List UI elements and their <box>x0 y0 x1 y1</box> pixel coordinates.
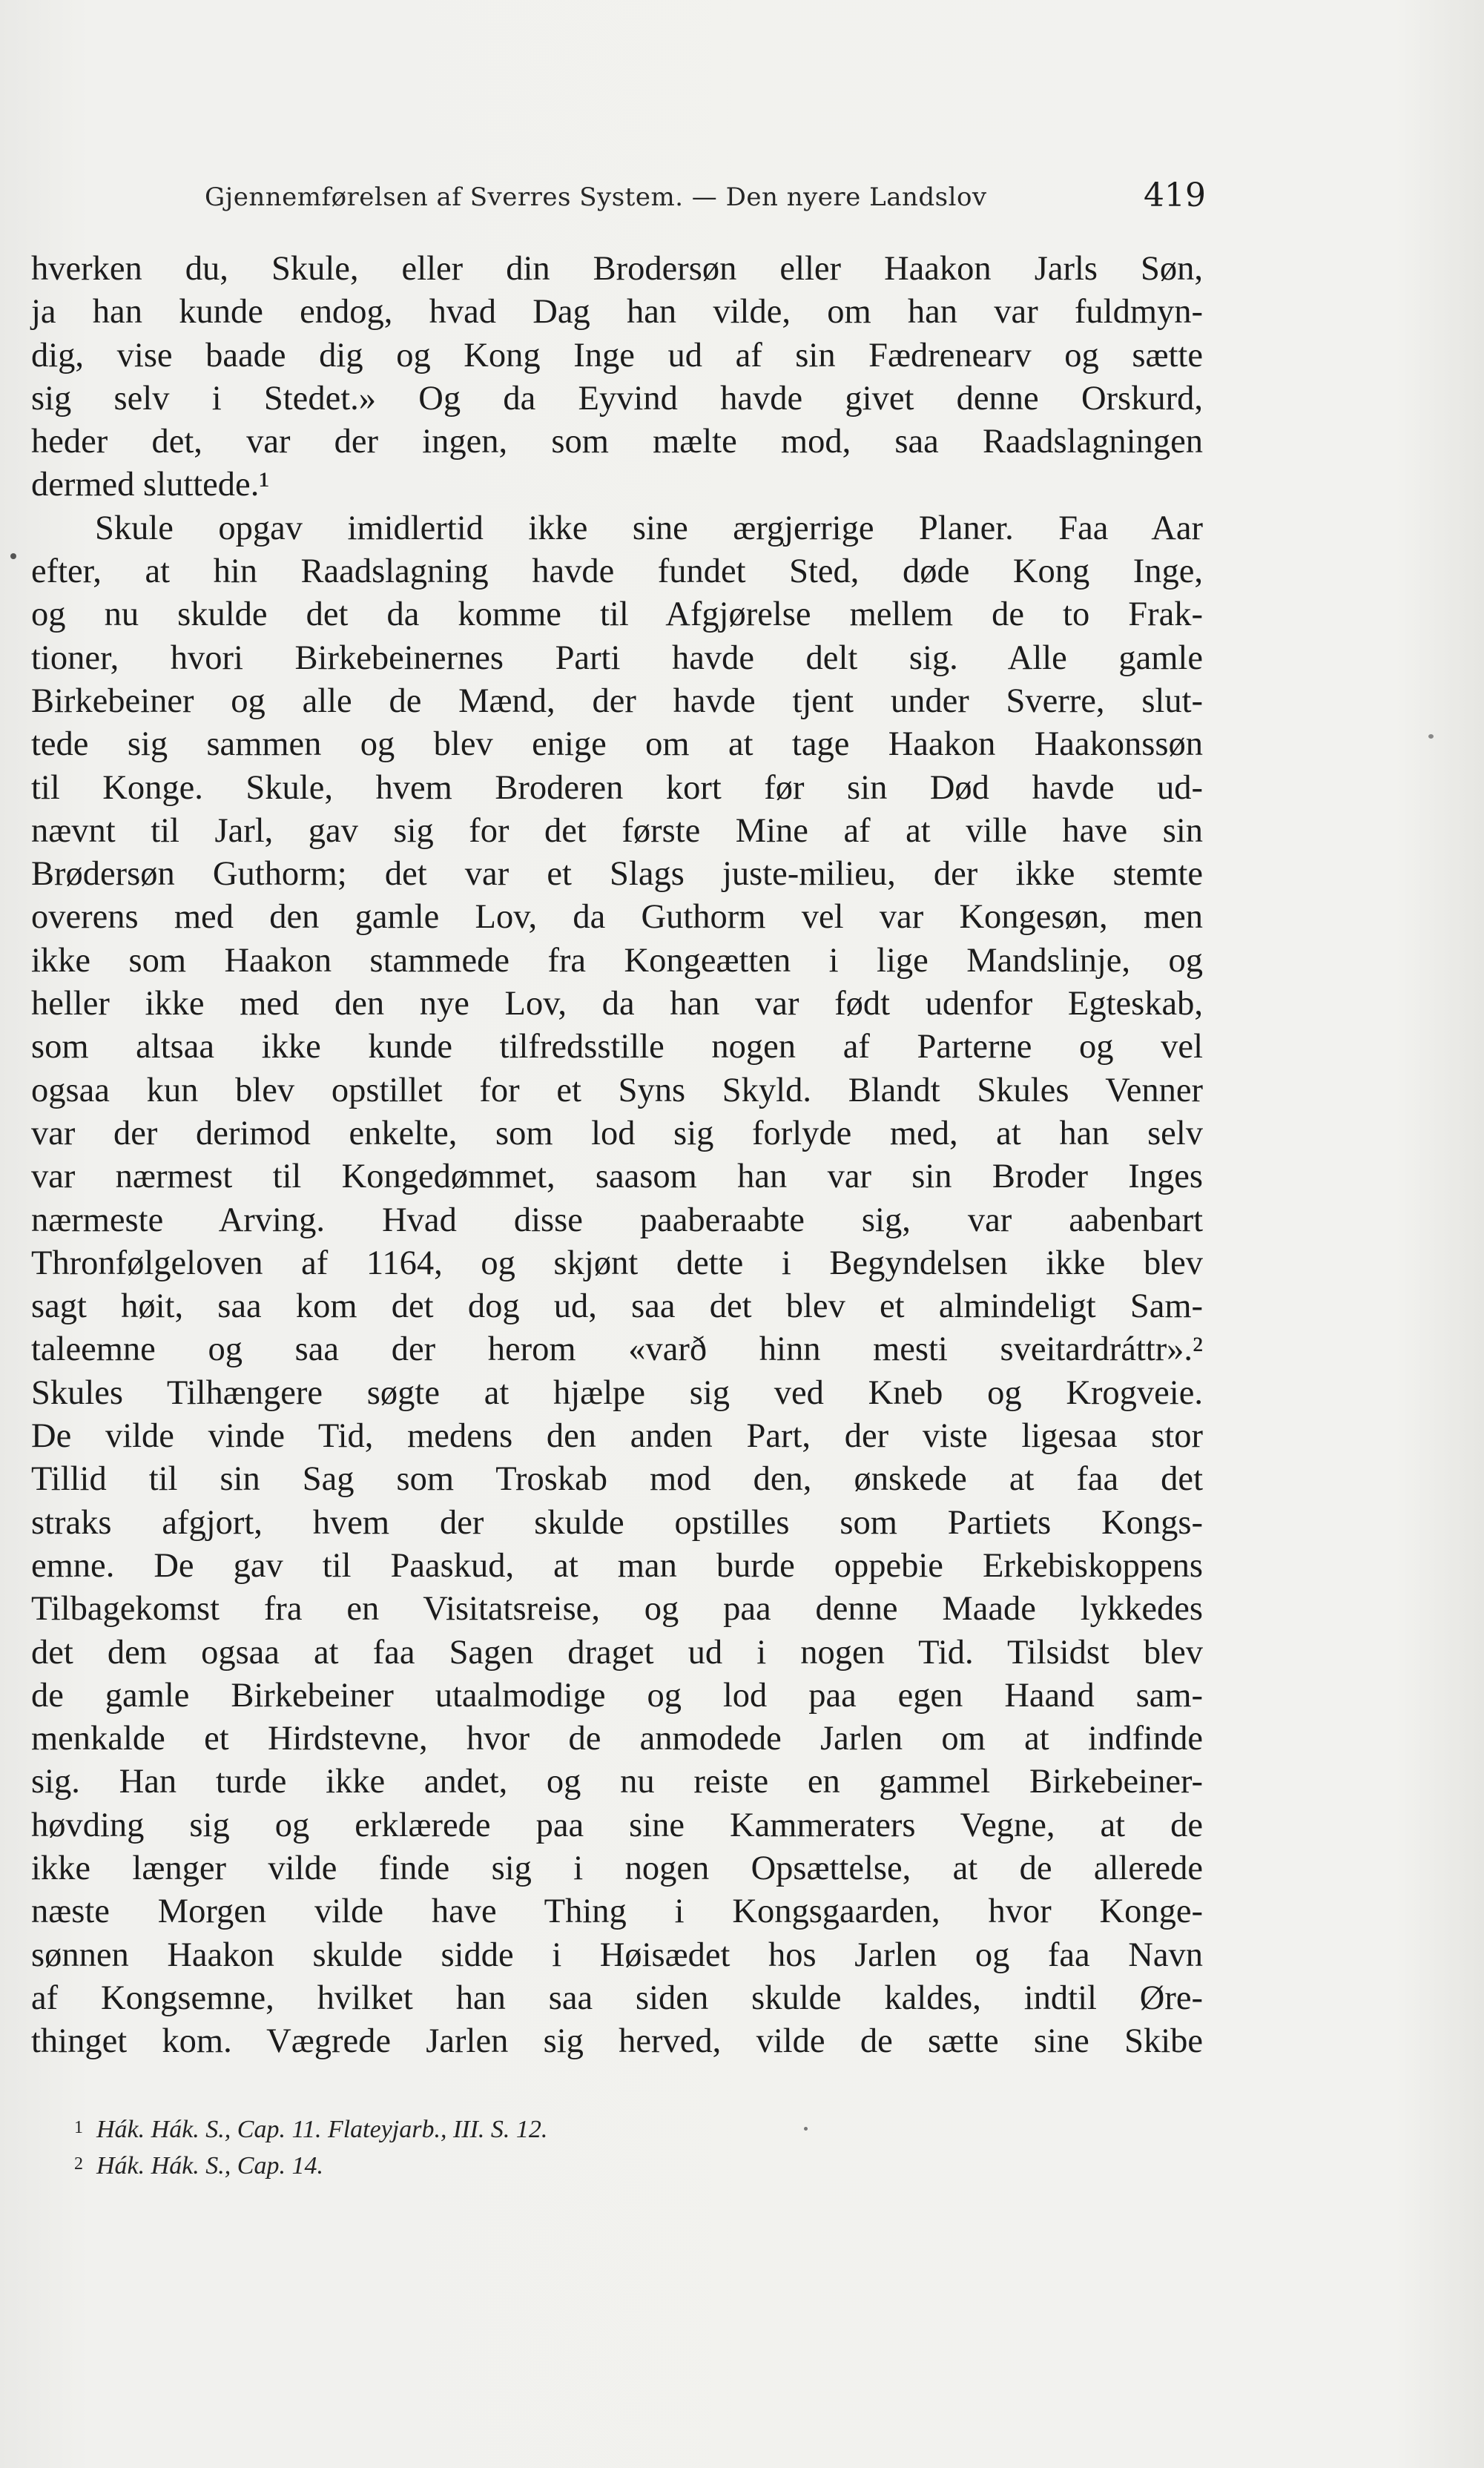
text-line: nævnt til Jarl, gav sig for det første Mine af at ville have sin <box>31 811 1203 850</box>
footnote-number: 2 <box>74 2154 83 2174</box>
text-line: Tilbagekomst fra en Visitatsreise, og paa denne Maade lykkedes <box>31 1590 1203 1629</box>
paper-speck <box>804 2127 808 2131</box>
footnote-text: Hák. Hák. S., Cap. 14. <box>96 2152 323 2180</box>
text-line: sagt høit, saa kom det dog ud, saa det blev et almindeligt Sam- <box>31 1287 1203 1326</box>
text-line: var nærmest til Kongedømmet, saasom han var sin Broder Inges <box>31 1158 1203 1196</box>
body-text <box>31 248 1203 2063</box>
text-line: straks afgjort, hvem der skulde opstilles som Partiets Kongs- <box>31 1503 1203 1542</box>
paper-speck <box>10 553 16 559</box>
text-line: ogsaa kun blev opstillet for et Syns Skyld. Blandt Skules Venner <box>31 1071 1203 1109</box>
running-head: Gjennemførelsen af Sverres System. — Den nyere Landslov <box>205 182 987 212</box>
text-line: sig selv i Stedet.» Og da Eyvind havde givet denne Orskurd, <box>31 379 1203 418</box>
text-line: taleemne og saa der herom «varð hinn mesti sveitardráttr».² <box>31 1330 1203 1369</box>
text-line: sig. Han turde ikke andet, og nu reiste en gammel Birkebeiner- <box>31 1763 1203 1801</box>
footnote <box>74 2147 547 2183</box>
footnote-number: 1 <box>74 2118 83 2137</box>
text-line: Thronfølgeloven af 1164, og skjønt dette i Begyndelsen ikke blev <box>31 1244 1203 1282</box>
text-line: var der derimod enkelte, som lod sig forlyde med, at han selv <box>31 1114 1203 1152</box>
text-line: ja han kunde endog, hvad Dag han vilde, om han var fuldmyn- <box>31 293 1203 331</box>
footnotes <box>74 2111 547 2183</box>
text-line: ikke som Haakon stammede fra Kongeætten i lige Mandslinje, og <box>31 941 1203 980</box>
text-line: dermed sluttede.¹ <box>31 466 270 504</box>
paper-speck <box>1428 734 1434 739</box>
text-line: som altsaa ikke kunde tilfredsstille nogen af Parterne og vel <box>31 1028 1203 1066</box>
footnote <box>74 2111 547 2147</box>
text-line: ikke længer vilde finde sig i nogen Opsættelse, at de allerede <box>31 1849 1203 1887</box>
text-line: hverken du, Skule, eller din Brodersøn eller Haakon Jarls Søn, <box>31 250 1203 288</box>
text-line: tioner, hvori Birkebeinernes Parti havde delt sig. Alle gamle <box>31 639 1203 677</box>
text-line: tede sig sammen og blev enige om at tage Haakon Haakonssøn <box>31 725 1203 764</box>
text-line: menkalde et Hirdstevne, hvor de anmodede Jarlen om at indfinde <box>31 1720 1203 1758</box>
page-header <box>205 176 1206 221</box>
text-line: dig, vise baade dig og Kong Inge ud af sin Fædrenearv og sætte <box>31 336 1203 375</box>
text-line: nærmeste Arving. Hvad disse paaberaabte sig, var aabenbart <box>31 1201 1203 1239</box>
text-line: efter, at hin Raadslagning havde fundet Sted, døde Kong Inge, <box>31 552 1203 591</box>
text-line: og nu skulde det da komme til Afgjørelse mellem de to Frak- <box>31 595 1203 634</box>
text-line: høvding sig og erklærede paa sine Kammeraters Vegne, at de <box>31 1806 1203 1844</box>
paragraph-start-line: Skule opgav imidlertid ikke sine ærgjerrige Planer. Faa Aar <box>95 509 1203 547</box>
text-line: Brødersøn Guthorm; det var et Slags juste-milieu, der ikke stemte <box>31 855 1203 894</box>
text-line: af Kongsemne, hvilket han saa siden skulde kaldes, indtil Øre- <box>31 1979 1203 2017</box>
text-line: heller ikke med den nye Lov, da han var født udenfor Egteskab, <box>31 985 1203 1023</box>
text-line: heder det, var der ingen, som mælte mod, saa Raadslagningen <box>31 423 1203 461</box>
text-line: til Konge. Skule, hvem Broderen kort før sin Død havde ud- <box>31 768 1203 807</box>
text-line: Tillid til sin Sag som Troskab mod den, ønskede at faa det <box>31 1460 1203 1499</box>
text-line: thinget kom. Vægrede Jarlen sig herved, vilde de sætte sine Skibe <box>31 2022 1203 2061</box>
text-line: sønnen Haakon skulde sidde i Høisædet hos Jarlen og faa Navn <box>31 1936 1203 1974</box>
text-line: Birkebeiner og alle de Mænd, der havde tjent under Sverre, slut- <box>31 682 1203 720</box>
text-line: næste Morgen vilde have Thing i Kongsgaarden, hvor Konge- <box>31 1893 1203 1931</box>
text-line: de gamle Birkebeiner utaalmodige og lod paa egen Haand sam- <box>31 1676 1203 1715</box>
text-line: det dem ogsaa at faa Sagen draget ud i nogen Tid. Tilsidst blev <box>31 1633 1203 1672</box>
text-line: overens med den gamle Lov, da Guthorm vel var Kongesøn, men <box>31 898 1203 937</box>
text-line: De vilde vinde Tid, medens den anden Part, der viste ligesaa stor <box>31 1417 1203 1456</box>
page-number: 419 <box>1144 176 1206 214</box>
text-line: emne. De gav til Paaskud, at man burde oppebie Erkebiskoppens <box>31 1546 1203 1585</box>
footnote-text: Hák. Hák. S., Cap. 11. Flateyjarb., III. S. 12. <box>96 2116 548 2143</box>
text-line: Skules Tilhængere søgte at hjælpe sig ved Kneb og Krogveie. <box>31 1373 1203 1412</box>
